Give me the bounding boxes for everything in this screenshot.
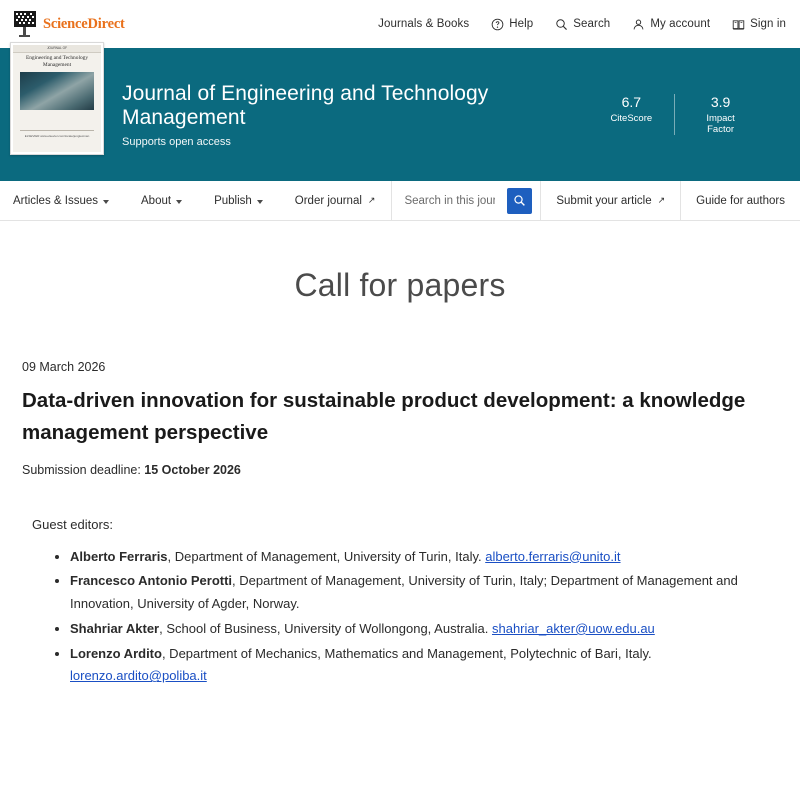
jnav-about-label: About — [141, 194, 172, 207]
journal-open-access-note: Supports open access — [122, 135, 231, 148]
jnav-submit-your-article-label: Submit your article — [556, 194, 652, 207]
jnav-submit-your-article[interactable] — [540, 181, 680, 220]
nav-journals-and-books[interactable]: Journals & Books — [378, 18, 470, 30]
external-link-icon: ↗ — [657, 195, 666, 205]
nav-sign-in[interactable]: Sign in — [732, 18, 786, 31]
call-for-papers-title: Data-driven innovation for sustainable product development: a knowledge management perspective — [22, 389, 746, 444]
nav-help[interactable]: Help — [491, 18, 533, 31]
editor-affiliation: , Department of Management, University of Turin, Italy; Department of Management and Innovation, University of Agder, Norway. — [70, 573, 738, 612]
jnav-articles-and-issues[interactable] — [0, 181, 125, 220]
editor-affiliation: , Department of Mechanics, Mathematics and Management, Polytechnic of Bari, Italy. — [161, 645, 652, 661]
guest-editors-label: Guest editors: — [32, 516, 113, 532]
metric-impact-factor[interactable] — [675, 94, 766, 135]
external-link-icon: ↗ — [367, 195, 376, 205]
search-icon — [513, 194, 526, 207]
editor-affiliation: , School of Business, University of Wollongong, Australia. — [159, 620, 492, 636]
submission-deadline-label: Submission deadline: — [22, 462, 145, 477]
metric-impact-factor-value: 3.9 — [710, 94, 731, 110]
journal-heading — [122, 82, 588, 148]
journal-title: Journal of Engineering and Technology Management — [122, 81, 489, 129]
library-icon — [732, 18, 745, 31]
list-item — [70, 546, 778, 569]
cover-footer: ELSEVIER www.elsevier.com/locate/jengtecman — [24, 134, 90, 139]
jnav-about[interactable] — [125, 181, 198, 220]
journal-cover-image[interactable] — [10, 42, 104, 155]
editor-email-link[interactable]: shahriar_akter@uow.edu.au — [491, 620, 655, 636]
jnav-publish[interactable] — [198, 181, 279, 220]
list-item — [70, 643, 778, 689]
metric-citescore-label: CiteScore — [610, 113, 653, 124]
chevron-down-icon — [257, 200, 263, 204]
journal-nav — [0, 181, 800, 221]
cover-divider — [20, 130, 94, 131]
person-icon — [632, 18, 645, 31]
help-circle-icon — [491, 18, 504, 31]
metric-impact-factor-label: Impact Factor — [706, 113, 735, 135]
jnav-guide-for-authors[interactable] — [680, 181, 800, 220]
publication-date: 09 March 2026 — [22, 360, 106, 374]
nav-search[interactable]: Search — [555, 18, 610, 31]
global-nav — [378, 18, 786, 31]
journal-search — [391, 181, 540, 220]
journal-banner — [0, 48, 800, 181]
nav-my-account[interactable]: My account — [632, 18, 710, 31]
editor-name: Shahriar Akter — [70, 620, 160, 636]
journal-metrics — [588, 94, 766, 135]
editor-name: Alberto Ferraris — [70, 548, 168, 564]
cover-title: Engineering and Technology Management — [25, 54, 89, 69]
metric-citescore-value: 6.7 — [621, 94, 642, 110]
journal-nav-right — [540, 181, 800, 220]
editor-name: Lorenzo Ardito — [70, 645, 162, 661]
editor-email-link[interactable]: lorenzo.ardito@poliba.it — [70, 668, 207, 684]
elsevier-tree-icon — [14, 11, 36, 37]
cover-strip-label: JOURNAL OF — [13, 45, 101, 53]
chevron-down-icon — [176, 200, 182, 204]
journal-cover-art — [13, 45, 101, 152]
page-title: Call for papers — [294, 267, 506, 303]
editor-name: Francesco Antonio Perotti — [70, 573, 233, 589]
search-icon — [555, 18, 568, 31]
submission-deadline — [22, 463, 778, 477]
jnav-articles-and-issues-label: Articles & Issues — [13, 194, 98, 207]
list-item — [70, 570, 778, 616]
editor-affiliation: , Department of Management, University of Turin, Italy. — [167, 548, 486, 564]
jnav-guide-for-authors-label: Guide for authors — [696, 194, 785, 207]
global-header — [0, 0, 800, 48]
editor-email-link[interactable]: alberto.ferraris@unito.it — [485, 548, 621, 564]
search-input[interactable] — [392, 181, 507, 220]
cover-photo — [20, 72, 94, 110]
list-item — [70, 618, 778, 641]
metric-citescore[interactable] — [588, 94, 675, 135]
jnav-publish-label: Publish — [214, 194, 252, 207]
chevron-down-icon — [103, 200, 109, 204]
search-submit-button[interactable] — [507, 188, 532, 214]
submission-deadline-value: 15 October 2026 — [144, 462, 241, 477]
guest-editors-list — [22, 546, 778, 689]
sciencedirect-logo-link[interactable] — [14, 11, 125, 37]
jnav-order-journal-label: Order journal — [294, 194, 362, 207]
main-content — [0, 267, 800, 688]
jnav-order-journal[interactable] — [279, 181, 392, 220]
sciencedirect-wordmark: ScienceDirect — [43, 15, 125, 32]
